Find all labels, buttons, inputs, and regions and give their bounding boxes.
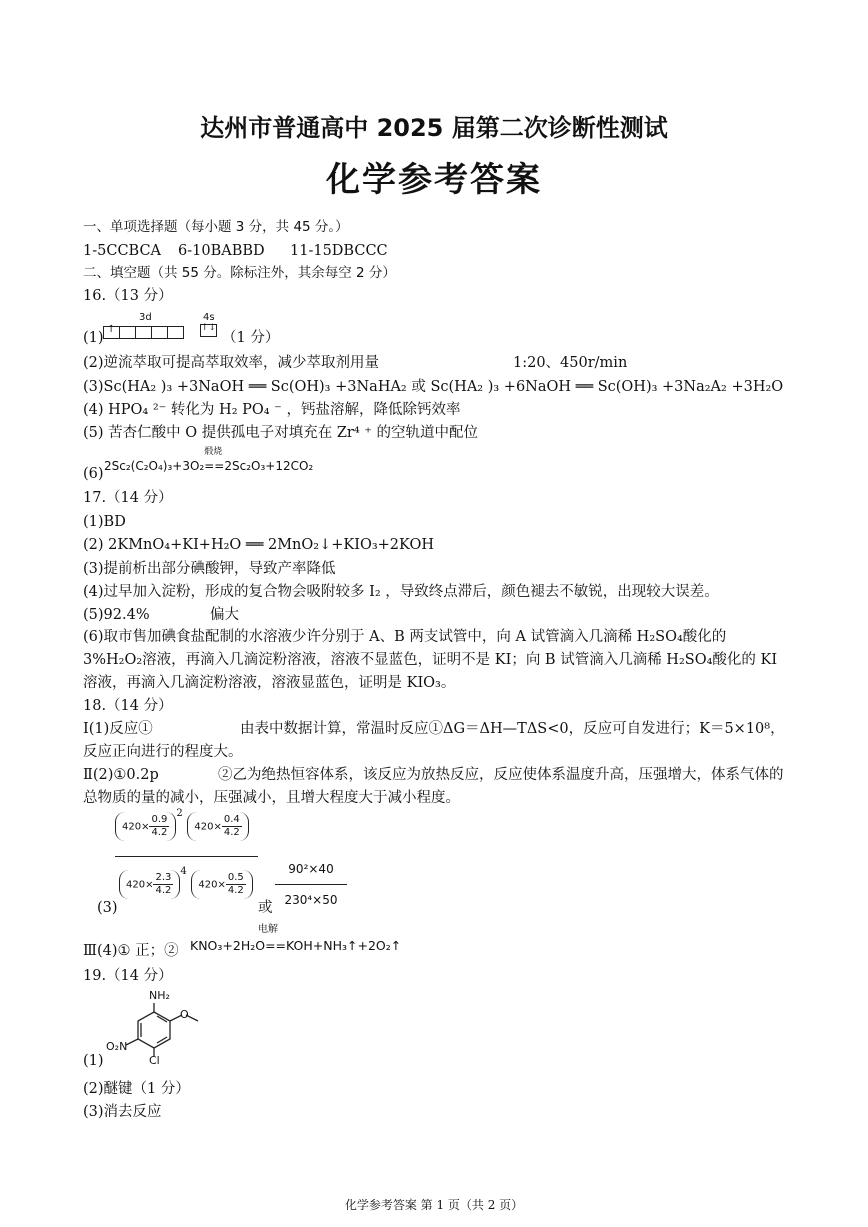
orbital-box-4s (200, 324, 217, 337)
orbital-arrow: ↑ (107, 324, 116, 335)
benzene-ring (138, 1012, 170, 1048)
coefficient: 420× (122, 821, 150, 833)
coefficient: 420× (126, 879, 154, 891)
q16-part5: (5) 苦杏仁酸中 O 提供孤电子对填充在 Zr⁴ ⁺ 的空轨道中配位 (83, 425, 479, 441)
q18-part3-number: (3) (97, 900, 118, 916)
orbital-4s-label: 4s (203, 312, 215, 323)
term-denominator: 4.2 (223, 827, 240, 838)
q17-part6: (6)取市售加碘食盐配制的水溶液少许分别于 A、B 两支试管中，向 A 试管滴入几滴稀 H₂SO₄酸化的 3%H₂O₂溶液，再滴入几滴淀粉溶液，溶液不显蓝色，证明不是 KI；向 B 试管滴入几滴稀 H₂SO₄酸化的 KI 溶液，再滴入几滴淀粉溶液，溶液显蓝色，证明是 KIO₃。 (83, 629, 778, 691)
q16-part6-equation (104, 447, 314, 473)
reaction-condition: 电解 (258, 924, 278, 935)
q16-part1-number: (1) (83, 330, 104, 346)
denominator-term-2 (191, 870, 252, 899)
q17-part4: (4)过早加入淀粉，形成的复合物会吸附较多 I₂ ，导致终点滞后，颜色褪去不敏锐，出现较大误差。 (83, 584, 719, 600)
orbital-4s-arrows: ↑↓ (201, 323, 217, 333)
q18-part1-conclusion: 反应正向进行的程度大。 (83, 744, 243, 760)
molecule-structure (98, 990, 218, 1070)
term-denominator: 4.2 (151, 827, 168, 838)
q16-part2: (2)逆流萃取可提高萃取效率，减少萃取剂用量 (83, 355, 380, 371)
q16-part2-answer: 1:20、450r/min (513, 355, 628, 371)
no2-bond (126, 1039, 138, 1045)
coefficient: 420× (198, 879, 226, 891)
q18-part2-answer1: Ⅱ(2)①0.2p (83, 767, 159, 783)
equation-sign: == (204, 459, 225, 473)
term-denominator: 4.2 (227, 885, 244, 896)
equilibrium-constant-expression (115, 808, 265, 912)
reaction-condition: 煅烧 (204, 447, 223, 457)
numerator-term-2 (187, 812, 248, 841)
term-numerator: 0.5 (227, 872, 244, 883)
numerator-term-1 (115, 812, 176, 841)
section2-heading: 二、填空题（共 55 分。除标注外，其余每空 2 分） (83, 265, 396, 281)
q17-part5: (5)92.4% (83, 607, 150, 623)
term-numerator: 0.4 (223, 814, 240, 825)
orbital-box (151, 326, 168, 339)
mc-answers-2: 6-10BABBD (178, 243, 265, 259)
orbital-box (167, 326, 184, 339)
q16-part4: (4) HPO₄ ²⁻ 转化为 H₂ PO₄ ⁻ ，钙盐溶解，降低除钙效率 (83, 402, 461, 418)
q16-heading: 16.（13 分） (83, 288, 173, 304)
orbital-3d-label: 3d (139, 312, 152, 323)
fraction-denominator (119, 866, 253, 899)
denominator-term-1 (119, 870, 180, 899)
q18-heading: 18.（14 分） (83, 698, 173, 714)
q17-part5-effect: 偏大 (210, 607, 239, 623)
fraction-bar (115, 856, 258, 857)
electron-orbital-diagram (103, 312, 233, 344)
q17-heading: 17.（14 分） (83, 490, 173, 506)
q18-part2-explanation: ②乙为绝热恒容体系，该反应为放热反应，反应使体系温度升高，压强增大，体系气体的总物质的量的减小，压强减小，且增大程度大于减小程度。 (83, 767, 784, 806)
power: 4 (180, 866, 187, 877)
term-denominator: 4.2 (155, 885, 172, 896)
no2-label: O₂N (106, 1040, 128, 1053)
cl-label: Cl (149, 1054, 160, 1067)
mc-answers-1: 1-5CCBCA (83, 243, 162, 259)
section1-heading: 一、单项选择题（每小题 3 分，共 45 分。） (83, 219, 349, 235)
q18-part1-explanation: 由表中数据计算，常温时反应①ΔG＝ΔH—TΔS<0，反应可自发进行；K＝5×10⁸， (240, 721, 785, 737)
coefficient: 420× (194, 821, 222, 833)
q19-heading: 19.（14 分） (83, 968, 173, 984)
q17-part2: (2) 2KMnO₄+KI+H₂O ══ 2MnO₂↓+KIO₃+2KOH (83, 537, 434, 553)
q18-part3-or: 或 (258, 900, 273, 916)
orbital-box (119, 326, 136, 339)
electrolysis-equation: KNO₃+2H₂O==KOH+NH₃↑+2O₂↑ (190, 938, 402, 953)
q19-part1-number: (1) (83, 1053, 104, 1069)
oxygen-label: O (180, 1008, 189, 1021)
page-footer: 化学参考答案 第 1 页（共 2 页） (344, 1198, 524, 1212)
q19-part2: (2)醚键（1 分） (83, 1081, 190, 1097)
term-numerator: 2.3 (155, 872, 172, 883)
q17-part1: (1)BD (83, 514, 126, 530)
orbital-box (135, 326, 152, 339)
q16-part3: (3)Sc(HA₂ )₃ +3NaOH ══ Sc(OH)₃ +3NaHA₂ 或 Sc(HA₂ )₃ +6NaOH ══ Sc(OH)₃ +3Na₂A₂ +3H₂O (83, 379, 784, 395)
q19-part3: (3)消去反应 (83, 1104, 162, 1120)
nh2-label: NH₂ (149, 989, 170, 1002)
q16-part6-number: (6) (83, 466, 104, 482)
mc-answers-3: 11-15DBCCC (290, 243, 388, 259)
page-title: 达州市普通高中 2025 届第二次诊断性测试 (200, 114, 668, 142)
q18-part4-equation (190, 924, 402, 953)
term-numerator: 0.9 (151, 814, 168, 825)
orbital-box (103, 326, 120, 339)
equation-reactants: 2Sc₂(C₂O₄)₃+3O₂ (104, 459, 205, 473)
q18-part1-label: Ⅰ(1)反应① (83, 721, 153, 737)
equation-products: 2Sc₂O₃+12CO₂ (224, 459, 314, 473)
page-subtitle: 化学参考答案 (326, 160, 542, 200)
power: 2 (176, 808, 183, 819)
alt-numerator: 90²×40 (275, 862, 347, 885)
q18-part4-label: Ⅲ(4)① 正；② (83, 943, 179, 959)
alt-denominator: 230⁴×50 (284, 893, 338, 908)
q17-part3: (3)提前析出部分碘酸钾，导致产率降低 (83, 561, 336, 577)
alt-expression (275, 862, 347, 908)
q16-part1-score: （1 分） (222, 330, 280, 346)
fraction-numerator (115, 808, 249, 841)
